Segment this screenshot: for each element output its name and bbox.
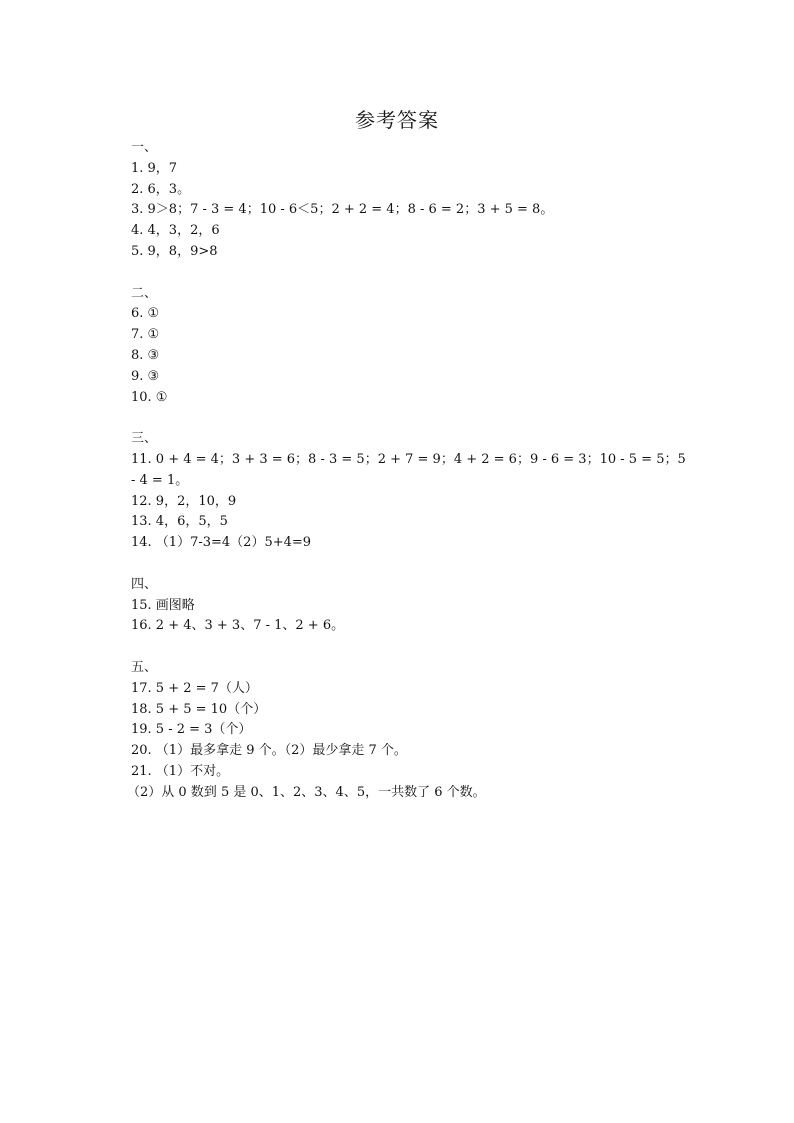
section-gap bbox=[131, 263, 731, 284]
answer-item: 10. ① bbox=[131, 389, 168, 405]
answer-content bbox=[127, 138, 731, 804]
answer-item: 2. 6，3。 bbox=[131, 181, 191, 197]
answer-item: 1. 9，7 bbox=[131, 160, 178, 176]
answer-item: 8. ③ bbox=[131, 347, 160, 363]
answer-subitem: （2）从 0 数到 5 是 0、1、2、3、4、5，一共数了 6 个数。 bbox=[127, 784, 486, 800]
answer-item: 16. 2 + 4、3 + 3、7 - 1、2 + 6。 bbox=[131, 618, 345, 634]
section-5 bbox=[127, 658, 731, 804]
section-gap bbox=[131, 408, 731, 429]
answer-item: 9. ③ bbox=[131, 368, 160, 384]
section-3 bbox=[131, 429, 731, 554]
answer-item: 21. （1）不对。 bbox=[131, 763, 230, 779]
section-1 bbox=[131, 138, 731, 263]
section-gap bbox=[131, 554, 731, 575]
answer-item: 15. 画图略 bbox=[131, 597, 195, 613]
section-heading: 一、 bbox=[131, 140, 158, 155]
answer-item: 5. 9，8，9>8 bbox=[131, 243, 218, 259]
section-heading: 二、 bbox=[131, 285, 158, 301]
answer-item: 3. 9＞8；7 - 3 = 4；10 - 6＜5；2 + 2 = 4；8 - 6 = 2；3 + 5 = 8。 bbox=[131, 202, 554, 218]
section-4 bbox=[131, 575, 731, 637]
answer-item: 7. ① bbox=[131, 327, 160, 343]
answer-item: 19. 5 - 2 = 3（个） bbox=[131, 722, 252, 738]
answer-item: 6. ① bbox=[131, 306, 160, 322]
answer-item: 11. 0 + 4 = 4；3 + 3 = 6；8 - 3 = 5；2 + 7 = 9；4 + 2 = 6；9 - 6 = 3；10 - 5 = 5；5 bbox=[131, 451, 686, 467]
answer-item: 14. （1）7-3=4（2）5+4=9 bbox=[131, 535, 312, 551]
section-heading: 五、 bbox=[131, 659, 158, 675]
answer-item: 12. 9，2，10，9 bbox=[131, 493, 237, 509]
answer-item: 18. 5 + 5 = 10（个） bbox=[131, 701, 267, 717]
answer-item: 17. 5 + 2 = 7（人） bbox=[131, 680, 258, 696]
answer-item-continuation: - 4 = 1。 bbox=[131, 472, 189, 488]
answer-item: 20. （1）最多拿走 9 个。（2）最少拿走 7 个。 bbox=[131, 743, 407, 759]
answer-item: 13. 4，6，5，5 bbox=[131, 514, 228, 530]
section-2 bbox=[131, 284, 731, 409]
page-title: 参考答案 bbox=[355, 108, 439, 132]
answer-item: 4. 4，3，2，6 bbox=[131, 223, 220, 239]
section-gap bbox=[131, 637, 731, 658]
section-heading: 四、 bbox=[131, 576, 158, 592]
section-heading: 三、 bbox=[131, 431, 158, 447]
